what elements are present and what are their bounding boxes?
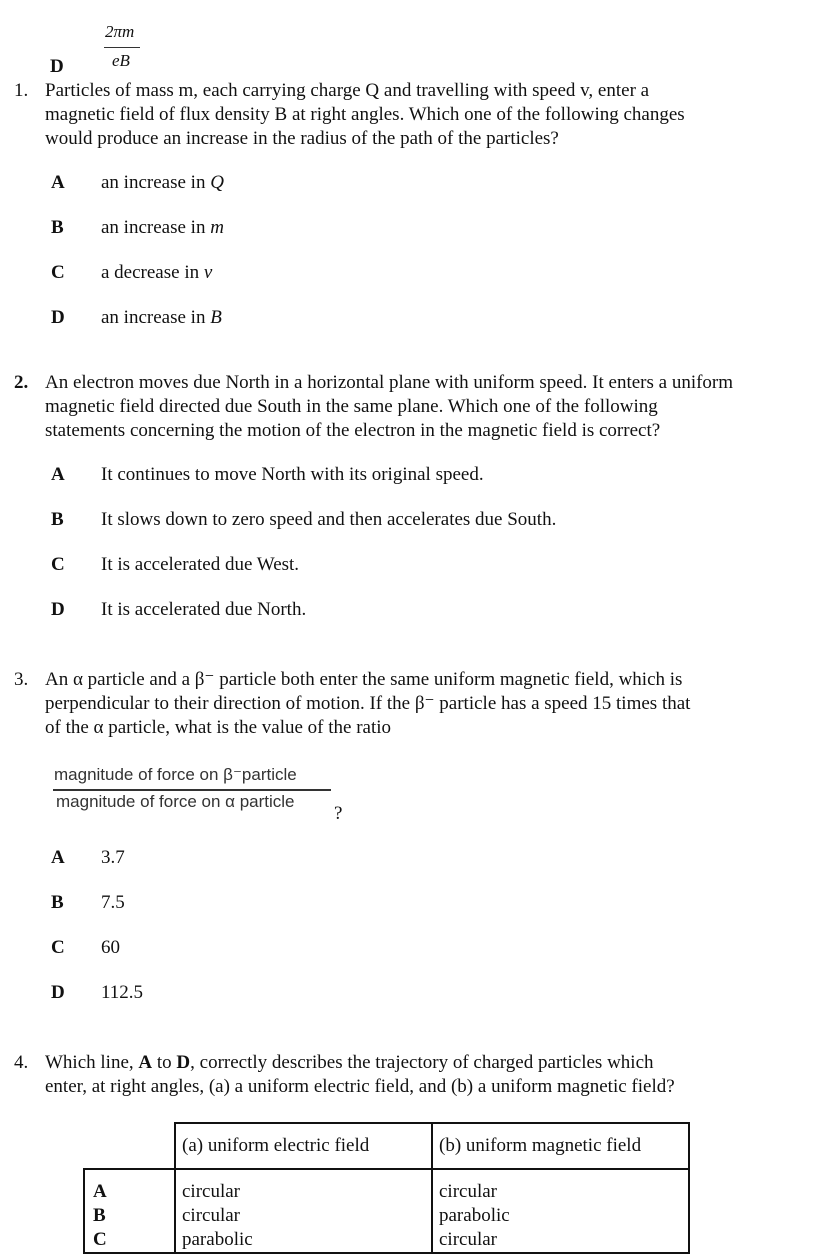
q3-question-mark: ?	[334, 803, 343, 824]
q3-ratio-denominator: magnitude of force on α particle	[56, 792, 295, 811]
table-cell-b-magnetic: parabolic	[439, 1205, 510, 1226]
table-header-electric: (a) uniform electric field	[175, 1123, 432, 1169]
prev-fraction-numerator: 2πm	[105, 22, 135, 41]
q2-line-3: statements concerning the motion of the electron in the magnetic field is correct?	[45, 420, 661, 441]
table-letter-b: B	[93, 1205, 106, 1226]
q2-option-c-text: It is accelerated due West.	[101, 554, 300, 575]
table-electric-cell	[175, 1169, 432, 1253]
q4-line-1: Which line, A to D, correctly describes the trajectory of charged particles which	[45, 1052, 654, 1073]
q1-option-b-text: an increase in m	[101, 217, 224, 238]
q4-answer-table	[83, 1122, 690, 1254]
q3-option-d-text: 112.5	[101, 982, 144, 1003]
table-corner-cell	[84, 1123, 175, 1169]
prev-fraction-bar	[104, 47, 140, 48]
q2-option-d-text: It is accelerated due North.	[101, 599, 307, 620]
q1-option-c-letter: C	[51, 262, 65, 283]
q1-option-a-text: an increase in Q	[101, 172, 224, 193]
q3-number: 3.	[14, 669, 29, 690]
q1-option-d-letter: D	[51, 307, 65, 328]
q3-option-b-text: 7.5	[101, 892, 125, 913]
q3-line-1: An α particle and a β⁻ particle both enter the same uniform magnetic field, which is	[45, 669, 683, 690]
table-cell-c-electric: parabolic	[182, 1229, 253, 1250]
q2-option-a-letter: A	[51, 464, 65, 485]
q3-option-a-text: 3.7	[101, 847, 125, 868]
q1-option-b-letter: B	[51, 217, 64, 238]
q3-option-b-letter: B	[51, 892, 64, 913]
table-cell-b-electric: circular	[182, 1205, 241, 1226]
q3-ratio-numerator: magnitude of force on β⁻particle	[54, 765, 297, 784]
q2-option-b-letter: B	[51, 509, 64, 530]
q2-number: 2.	[14, 372, 29, 393]
q1-line-2: magnetic field of flux density B at right angles. Which one of the following changes	[45, 104, 685, 125]
q4-line-2: enter, at right angles, (a) a uniform electric field, and (b) a uniform magnetic field?	[45, 1076, 675, 1097]
table-cell-a-electric: circular	[182, 1181, 241, 1202]
prev-option-letter: D	[50, 56, 64, 77]
q3-option-c-text: 60	[101, 937, 120, 958]
q3-option-a-letter: A	[51, 847, 65, 868]
q1-line-1: Particles of mass m, each carrying charge Q and travelling with speed v, enter a	[45, 80, 650, 101]
q3-line-3: of the α particle, what is the value of the ratio	[45, 717, 392, 738]
q1-option-d-text: an increase in B	[101, 307, 222, 328]
prev-fraction-denominator: eB	[112, 51, 130, 70]
table-magnetic-cell	[432, 1169, 689, 1253]
table-cell-a-magnetic: circular	[439, 1181, 498, 1202]
q3-ratio-bar	[53, 789, 331, 791]
q1-option-a-letter: A	[51, 172, 65, 193]
q2-option-c-letter: C	[51, 554, 65, 575]
table-letters-cell	[84, 1169, 175, 1253]
q3-option-c-letter: C	[51, 937, 65, 958]
q2-option-b-text: It slows down to zero speed and then accelerates due South.	[101, 509, 557, 530]
q2-line-1: An electron moves due North in a horizontal plane with uniform speed. It enters a uniform	[45, 372, 734, 393]
q1-number: 1.	[14, 80, 29, 101]
table-header-row	[84, 1123, 689, 1169]
q2-option-a-text: It continues to move North with its original speed.	[101, 464, 484, 485]
table-header-magnetic: (b) uniform magnetic field	[432, 1123, 689, 1169]
q2-option-d-letter: D	[51, 599, 65, 620]
table-row	[84, 1169, 689, 1253]
table-letter-c: C	[93, 1229, 107, 1250]
q3-option-d-letter: D	[51, 982, 65, 1003]
q4-number: 4.	[14, 1052, 29, 1073]
q1-option-c-text: a decrease in v	[101, 262, 213, 283]
table-cell-c-magnetic: circular	[439, 1229, 498, 1250]
q1-line-3: would produce an increase in the radius of the path of the particles?	[45, 128, 559, 149]
table-letter-a: A	[93, 1181, 107, 1202]
q2-line-2: magnetic field directed due South in the same plane. Which one of the following	[45, 396, 658, 417]
q3-line-2: perpendicular to their direction of motion. If the β⁻ particle has a speed 15 times that	[45, 693, 691, 714]
